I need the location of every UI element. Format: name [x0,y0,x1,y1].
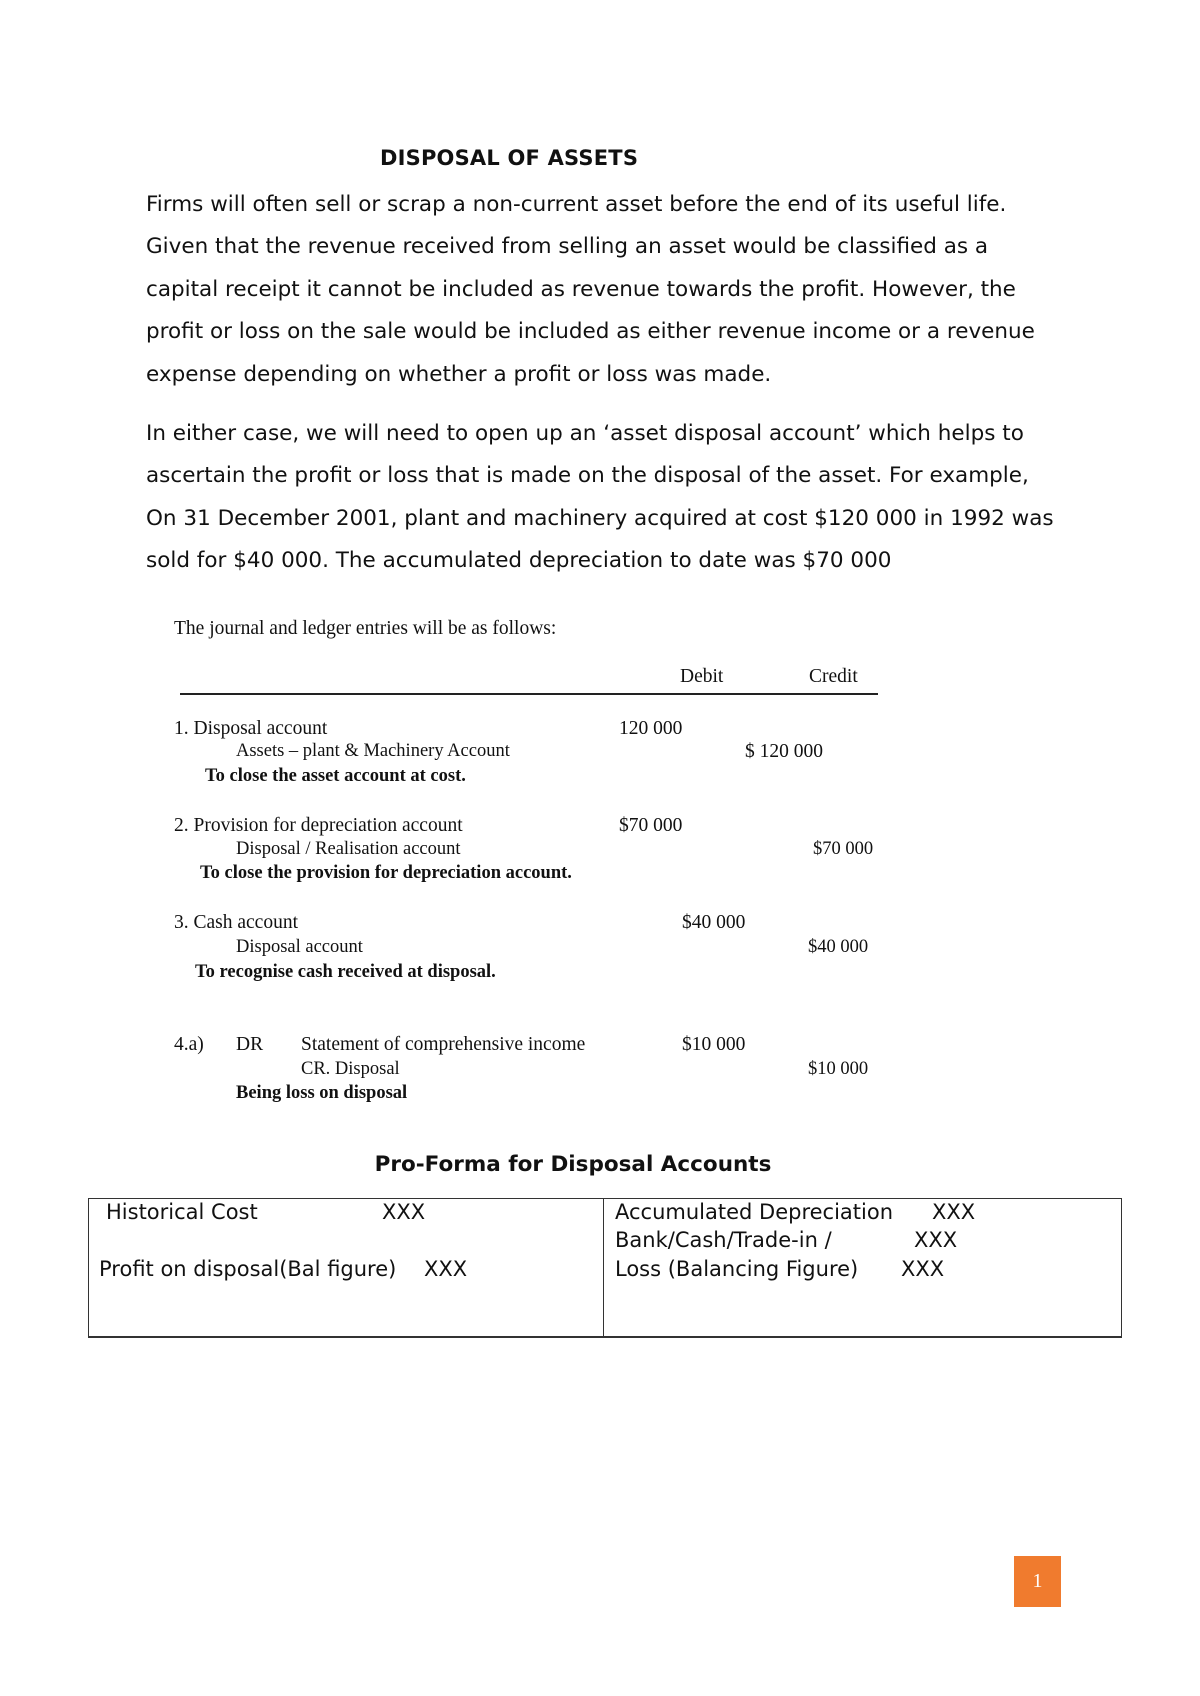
entry-2-credit-account: Disposal / Realisation account [236,839,461,859]
proforma-left-label: Profit on disposal(Bal figure) [99,1257,397,1281]
debit-header: Debit [680,666,724,687]
proforma-right-label: Loss (Balancing Figure) [615,1257,859,1281]
proforma-right-label: Accumulated Depreciation [615,1200,894,1224]
intro-paragraph [146,184,1076,396]
entry-3-credit-account: Disposal account [236,937,363,957]
entry-4-dr-label: DR [236,1034,264,1055]
proforma-right-value: XXX [914,1228,958,1252]
entry-1-debit-amount: 120 000 [619,718,683,739]
paragraph-line: Given that the revenue received from selling an asset would be classified as a [146,234,989,260]
page-title: DISPOSAL OF ASSETS [380,146,639,170]
entry-3-credit-amount: $40 000 [808,937,869,957]
credit-header: Credit [809,666,858,687]
proforma-divider [603,1198,604,1338]
proforma-right-label: Bank/Cash/Trade-in / [615,1228,832,1252]
entry-4-debit-account: Statement of comprehensive income [301,1034,586,1055]
entry-2-debit-account: 2. Provision for depreciation account [174,815,463,836]
paragraph-line: On 31 December 2001, plant and machinery acquired at cost $120 000 in 1992 was [146,505,1054,531]
proforma-left-label: Historical Cost [106,1200,258,1224]
entry-3-debit-account: 3. Cash account [174,912,299,933]
paragraph-line: expense depending on whether a profit or loss was made. [146,361,772,387]
entry-2-debit-amount: $70 000 [619,815,683,836]
entry-4-debit-amount: $10 000 [682,1034,746,1055]
paragraph-line: ascertain the profit or loss that is made on the disposal of the asset. For example, [146,463,1029,489]
page-number-badge: 1 [1014,1556,1061,1607]
entry-4-credit-amount: $10 000 [808,1059,869,1079]
example-paragraph [146,413,1076,583]
proforma-left-value: XXX [382,1200,426,1224]
entry-3-narration: To recognise cash received at disposal. [195,962,496,982]
paragraph-line: Firms will often sell or scrap a non-current asset before the end of its useful life. [146,192,1007,217]
entry-2-credit-amount: $70 000 [813,839,874,859]
entry-2-narration: To close the provision for depreciation account. [200,863,572,883]
proforma-right-value: XXX [932,1200,976,1224]
journal-intro: The journal and ledger entries will be as follows: [174,618,557,639]
entry-3-debit-amount: $40 000 [682,912,746,933]
proforma-left-value: XXX [424,1257,468,1281]
proforma-right-value: XXX [901,1257,945,1281]
entry-1-credit-amount: $ 120 000 [745,741,823,762]
entry-1-debit-account: 1. Disposal account [174,718,328,739]
entry-4-narration: Being loss on disposal [236,1083,408,1103]
header-rule [180,693,878,695]
paragraph-line: profit or loss on the sale would be included as either revenue income or a revenue [146,319,1035,345]
entry-4-credit-account: CR. Disposal [301,1059,400,1079]
paragraph-line: In either case, we will need to open up an ‘asset disposal account’ which helps to [146,421,1024,446]
proforma-title: Pro-Forma for Disposal Accounts [374,1152,772,1177]
paragraph-line: capital receipt it cannot be included as revenue towards the profit. However, the [146,276,1016,302]
entry-1-narration: To close the asset account at cost. [205,766,466,786]
paragraph-line: sold for $40 000. The accumulated depreciation to date was $70 000 [146,548,892,574]
entry-4-number: 4.a) [174,1034,204,1055]
entry-1-credit-account: Assets – plant & Machinery Account [236,741,510,761]
